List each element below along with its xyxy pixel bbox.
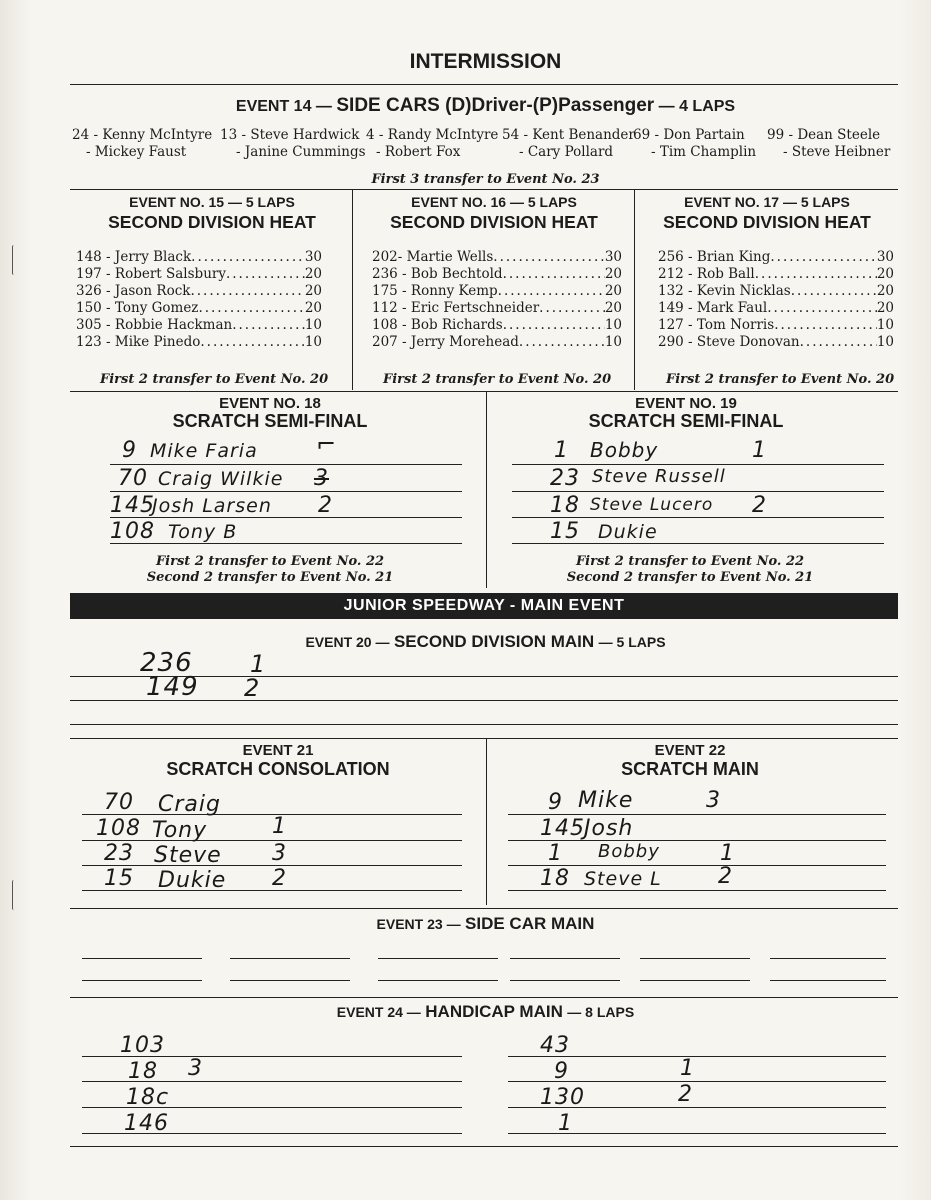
write-line (110, 543, 462, 544)
write-line (378, 958, 498, 959)
hw-driver-name: Mike (578, 788, 634, 813)
heat17-entries (658, 249, 894, 351)
entry-row: 290 - Steve Donovan ..... 10 (658, 334, 894, 351)
divider (70, 84, 898, 85)
hw-car-number: 1 (554, 438, 569, 463)
hw-car-number: 18 (128, 1059, 158, 1084)
hw-car-number: 146 (124, 1111, 169, 1136)
hw-car-number: 43 (540, 1033, 570, 1058)
sidecar-passenger: - Cary Pollard (519, 144, 614, 160)
event14-title: SIDE CARS (D)Driver-(P)Passenger (336, 95, 655, 116)
write-line (378, 980, 498, 981)
hw-car-number: 103 (120, 1033, 165, 1058)
entry-row: 212 - Rob Ball ..... 20 (658, 266, 894, 283)
heat15-title: SECOND DIVISION HEAT (108, 212, 316, 232)
sidecar-passenger: - Janine Cummings (236, 144, 366, 160)
entry-row: 149 - Mark Faul ..... 20 (658, 300, 894, 317)
heat15-transfer: First 2 transfer to Event No. 20 (100, 372, 329, 387)
hw-mark: ⌐ (316, 430, 338, 458)
event23-title: SIDE CAR MAIN (465, 914, 595, 933)
semi19-title: SCRATCH SEMI-FINAL (588, 411, 784, 431)
hw-car-number: 9 (122, 438, 137, 463)
hw-place: 3 (272, 841, 287, 866)
entry-row: 256 - Brian King ..... 30 (658, 249, 894, 266)
hw-place: 2 (272, 866, 287, 891)
hw-place: 1 (680, 1056, 695, 1081)
hw-driver-name: Dukie (598, 521, 658, 543)
write-line (70, 724, 898, 725)
heat17-transfer: First 2 transfer to Event No. 20 (666, 372, 895, 387)
sidecar-driver: 4 - Randy McIntyre (366, 127, 499, 143)
entry-row: 148 - Jerry Black ..... 30 (76, 249, 322, 266)
semi18-transfer-first: First 2 transfer to Event No. 22 (155, 554, 385, 569)
sidecar-passenger: - Tim Champlin (651, 144, 757, 160)
hw-driver-name: Josh Larsen (152, 495, 272, 517)
hw-place: 3 (188, 1056, 203, 1081)
sidecar-pair (366, 127, 498, 161)
sidecar-driver: 69 - Don Partain (633, 127, 745, 143)
divider (70, 1146, 898, 1147)
sidecar-pair (220, 127, 366, 161)
write-line (770, 980, 886, 981)
hw-car-number: 1 (548, 841, 563, 866)
entry-row: 150 - Tony Gomez ..... 20 (76, 300, 322, 317)
entry-row: 305 - Robbie Hackman ..... 10 (76, 317, 322, 334)
sidecar-driver: 54 - Kent Benander (502, 127, 635, 143)
divider (70, 189, 898, 190)
hw-driver-name: Craig Wilkie (158, 468, 284, 490)
sidecar-driver: 24 - Kenny McIntyre (72, 127, 213, 143)
binder-hole (12, 245, 17, 275)
hw-car-number: 18 (550, 493, 580, 518)
heat17-title: SECOND DIVISION HEAT (663, 212, 871, 232)
divider (70, 738, 898, 739)
write-line (770, 958, 886, 959)
hw-car-number: 18c (126, 1085, 170, 1110)
semi18-event: EVENT NO. 18 (219, 395, 321, 412)
column-divider (486, 392, 487, 588)
event14-laps: — 4 LAPS (658, 98, 736, 115)
write-line (230, 958, 350, 959)
entry-row: 123 - Mike Pinedo ..... 10 (76, 334, 322, 351)
hw-car-number: 23 (104, 841, 134, 866)
sidecar-pair (72, 127, 212, 161)
entry-row: 112 - Eric Fertschneider ..... 20 (372, 300, 622, 317)
semi18-title: SCRATCH SEMI-FINAL (172, 411, 368, 431)
heat16-transfer: First 2 transfer to Event No. 20 (383, 372, 612, 387)
column-divider (486, 739, 487, 905)
hw-driver-name: Dukie (158, 868, 227, 893)
hw-driver-name: Steve (154, 843, 222, 868)
entry-row: 207 - Jerry Morehead ..... 10 (372, 334, 622, 351)
write-line (110, 464, 462, 465)
event23-prefix: EVENT 23 — (376, 916, 461, 932)
write-line (110, 491, 462, 492)
sidecar-passenger: - Steve Heibner (783, 144, 891, 160)
hw-place: 1 (752, 438, 767, 463)
entry-row: 175 - Ronny Kemp ..... 20 (372, 283, 622, 300)
hw-driver-name: Mike Faria (150, 440, 258, 462)
event24-title: HANDICAP MAIN (425, 1002, 563, 1021)
event20-laps: — 5 LAPS (598, 634, 666, 650)
event24-prefix: EVENT 24 — (336, 1004, 421, 1020)
hw-place: 2 (244, 674, 261, 702)
sidecar-pair (502, 127, 635, 161)
write-line (110, 517, 462, 518)
hw-place: 2 (678, 1082, 693, 1107)
hw-place: 3 (706, 788, 721, 813)
hw-place: 3 (314, 466, 329, 491)
junior-speedway-banner: JUNIOR SPEEDWAY - MAIN EVENT (70, 593, 898, 619)
event14-heading (0, 95, 931, 117)
event14-prefix: EVENT 14 — (235, 98, 332, 115)
write-line (512, 491, 884, 492)
divider (70, 391, 898, 392)
write-line (508, 814, 886, 815)
hw-car-number: 1 (558, 1111, 573, 1136)
semi19-transfer-first: First 2 transfer to Event No. 22 (575, 554, 805, 569)
hw-place: 1 (272, 814, 287, 839)
heat16-entries (372, 249, 622, 351)
sidecar-passenger: - Robert Fox (376, 144, 461, 160)
hw-car-number: 145 (540, 816, 585, 841)
entry-row: 127 - Tom Norris ..... 10 (658, 317, 894, 334)
entry-row: 197 - Robert Salsbury ..... 20 (76, 266, 322, 283)
heat15-event: EVENT NO. 15 — 5 LAPS (129, 194, 295, 210)
event20-prefix: EVENT 20 — (305, 634, 390, 650)
sidecar-pair (767, 127, 890, 161)
event20-title: SECOND DIVISION MAIN (393, 632, 595, 651)
hw-place: 2 (318, 493, 333, 518)
hw-car-number: 15 (550, 519, 580, 544)
hw-driver-name: Steve Lucero (590, 495, 714, 515)
write-line (82, 958, 202, 959)
hw-car-number: 15 (104, 866, 134, 891)
divider (70, 997, 898, 998)
sidecar-passenger: - Mickey Faust (86, 144, 187, 160)
entry-row: 236 - Bob Bechtold ..... 20 (372, 266, 622, 283)
write-line (230, 980, 350, 981)
event21-event: EVENT 21 (242, 742, 314, 759)
write-line (82, 980, 202, 981)
write-line (640, 980, 750, 981)
hw-place: 1 (250, 650, 267, 678)
sidecar-driver: 99 - Dean Steele (767, 127, 881, 143)
sidecar-driver: 13 - Steve Hardwick (220, 127, 360, 143)
event24-heading (0, 1002, 931, 1022)
entry-row: 326 - Jason Rock ..... 20 (76, 283, 322, 300)
hw-driver-name: Bobby (590, 438, 659, 462)
hw-place: 2 (752, 493, 767, 518)
binder-hole (12, 880, 17, 910)
entry-row: 202- Martie Wells ..... 30 (372, 249, 622, 266)
hw-car-number: 70 (104, 790, 134, 815)
hw-driver-name: Craig (158, 792, 221, 817)
heat16-event: EVENT NO. 16 — 5 LAPS (411, 194, 577, 210)
write-line (510, 980, 620, 981)
hw-car-number: 70 (118, 466, 148, 491)
event21-title: SCRATCH CONSOLATION (166, 759, 390, 779)
entry-row: 132 - Kevin Nicklas ..... 20 (658, 283, 894, 300)
hw-car-number: 108 (110, 519, 155, 544)
event24-laps: — 8 LAPS (567, 1004, 635, 1020)
semi19-transfer-second: Second 2 transfer to Event No. 21 (566, 570, 814, 585)
entry-row: 108 - Bob Richards ..... 10 (372, 317, 622, 334)
divider (70, 908, 898, 909)
heat16-title: SECOND DIVISION HEAT (390, 212, 598, 232)
event22-title: SCRATCH MAIN (621, 759, 759, 779)
hw-car-number: 145 (110, 493, 155, 518)
intermission-heading: INTERMISSION (409, 50, 562, 73)
hw-car-number: 149 (146, 672, 199, 702)
hw-driver-name: Bobby (598, 841, 660, 862)
write-line (640, 958, 750, 959)
write-line (512, 464, 884, 465)
hw-driver-name: Steve L (584, 868, 662, 890)
semi19-event: EVENT NO. 19 (635, 395, 737, 412)
hw-car-number: 236 (140, 648, 193, 678)
hw-car-number: 18 (540, 866, 570, 891)
hw-driver-name: Steve Russell (592, 466, 726, 487)
hw-place: 1 (720, 841, 735, 866)
hw-car-number: 108 (96, 816, 141, 841)
column-divider (352, 190, 353, 390)
event23-heading (0, 914, 931, 934)
semi18-transfer-second: Second 2 transfer to Event No. 21 (146, 570, 394, 585)
hw-car-number: 23 (550, 466, 580, 491)
hw-car-number: 130 (540, 1085, 585, 1110)
column-divider (634, 190, 635, 390)
hw-driver-name: Josh (584, 816, 634, 841)
heat15-entries (76, 249, 322, 351)
hw-car-number: 9 (548, 790, 563, 815)
sidecar-pair (633, 127, 756, 161)
hw-driver-name: Tony B (168, 521, 238, 543)
event22-event: EVENT 22 (654, 742, 726, 759)
write-line (510, 958, 620, 959)
heat17-event: EVENT NO. 17 — 5 LAPS (684, 194, 850, 210)
event14-transfer: First 3 transfer to Event No. 23 (371, 172, 600, 187)
hw-place: 2 (718, 864, 733, 889)
hw-car-number: 9 (554, 1059, 569, 1084)
hw-driver-name: Tony (152, 818, 208, 843)
